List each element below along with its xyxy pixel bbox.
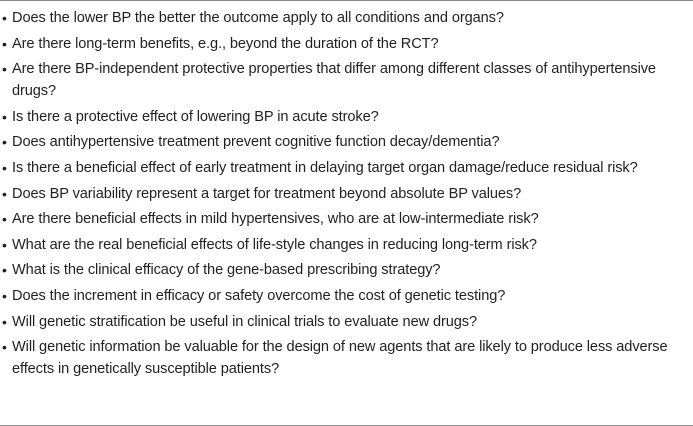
list-item [0,58,693,102]
list-item [0,157,693,179]
bullet-icon: • [2,339,7,356]
list-item [0,106,693,128]
question-text: Does the increment in efficacy or safety overcome the cost of genetic testing? [12,287,506,304]
bullet-icon: • [2,108,7,125]
list-item [0,131,693,153]
bullet-icon: • [2,287,7,304]
list-item [0,234,693,256]
bullet-icon: • [2,313,7,330]
bullet-icon: • [2,10,7,26]
question-text: Are there beneficial effects in mild hypertensives, who are at low-intermediate risk? [12,211,539,228]
bullet-icon: • [2,61,7,78]
bullet-icon: • [2,185,7,202]
list-item [0,33,693,55]
list-item [0,208,693,230]
question-text: Does antihypertensive treatment prevent cognitive function decay/dementia? [12,134,500,151]
list-item [0,259,693,281]
question-text: Will genetic information be valuable for the design of new agents that are likely to produce less adverse effects in genetically susceptible patients? [12,339,668,378]
question-text: What are the real beneficial effects of life-style changes in reducing long-term risk? [12,236,537,253]
list-item [0,336,693,380]
list-item [0,311,693,333]
question-text: Is there a beneficial effect of early treatment in delaying target organ damage/reduce residual risk? [12,159,638,176]
question-text: Is there a protective effect of lowering BP in acute stroke? [12,108,379,125]
bullet-icon: • [2,159,7,176]
bullet-icon: • [2,262,7,279]
list-item [0,285,693,307]
bullet-icon: • [2,134,7,151]
question-text: Does BP variability represent a target for treatment beyond absolute BP values? [12,185,522,202]
bullet-icon: • [2,35,7,52]
question-text: Are there BP-independent protective properties that differ among different classes of antihypertensive drugs? [12,61,656,100]
list-item [0,183,693,205]
question-text: Will genetic stratification be useful in clinical trials to evaluate new drugs? [12,313,478,330]
bullet-icon: • [2,211,7,228]
question-text: Does the lower BP the better the outcome apply to all conditions and organs? [12,10,504,26]
bullet-icon: • [2,236,7,253]
list-item [0,7,693,29]
question-list [0,1,693,380]
question-text: What is the clinical efficacy of the gene-based prescribing strategy? [12,262,441,279]
question-text: Are there long-term benefits, e.g., beyond the duration of the RCT? [12,35,439,52]
